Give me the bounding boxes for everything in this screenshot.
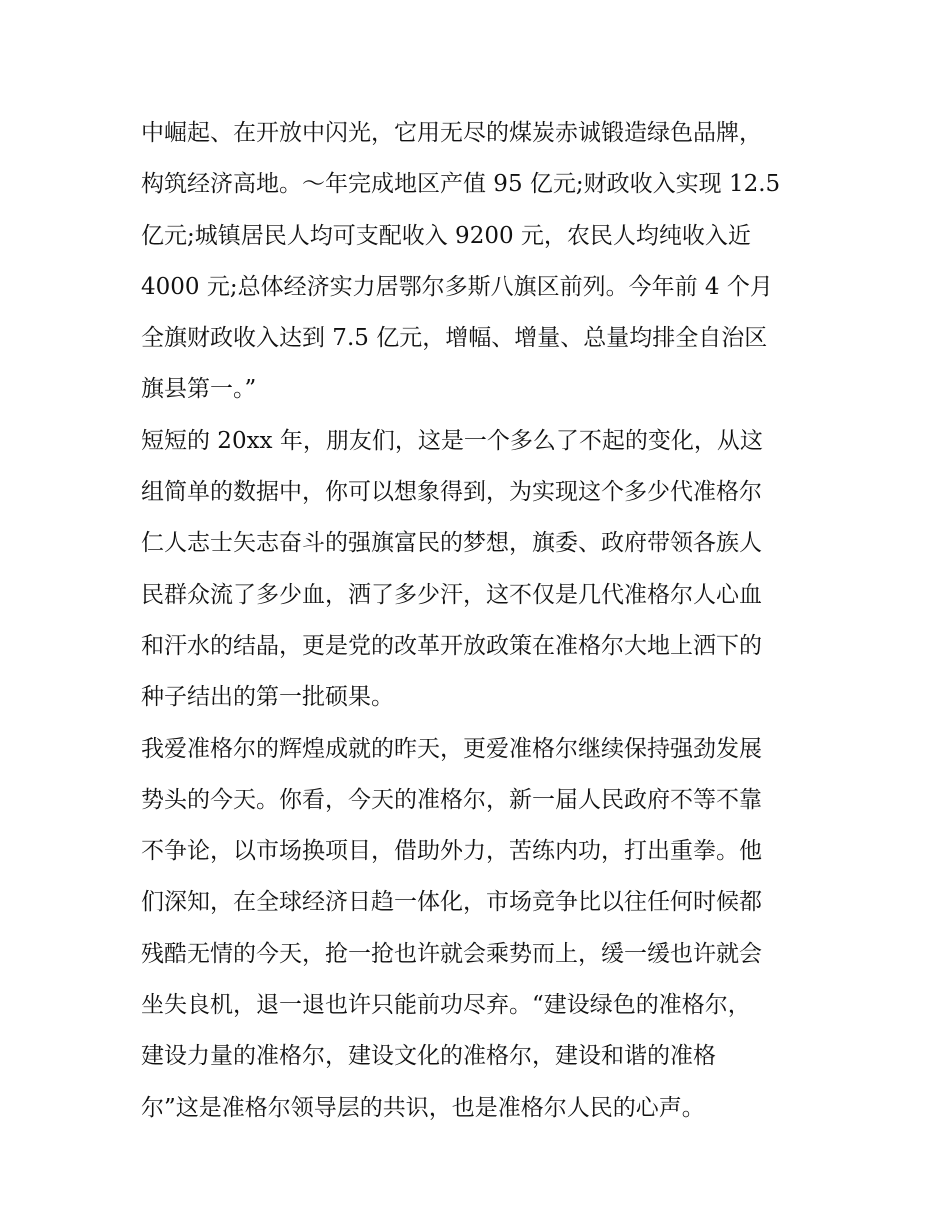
text-line: 4000 元;总体经济实力居鄂尔多斯八旗区前列。今年前 4 个月	[141, 273, 773, 300]
text-line: 仁人志士矢志奋斗的强旗富民的梦想，旗委、政府带领各族人	[141, 530, 762, 557]
text-line: 民群众流了多少血，洒了多少汗，这不仅是几代准格尔人心血	[141, 581, 762, 608]
text-line: 不争论，以市场换项目，借助外力，苦练内功，打出重拳。他	[141, 838, 762, 865]
text-line: 构筑经济高地。～年完成地区产值 95 亿元;财政收入实现 12.5	[141, 171, 781, 198]
text-line: 们深知，在全球经济日趋一体化，市场竞争比以往任何时候都	[141, 889, 762, 916]
text-line: 全旗财政收入达到 7.5 亿元，增幅、增量、总量均排全自治区	[141, 325, 768, 352]
text-line: 残酷无情的今天，抢一抢也许就会乘势而上，缓一缓也许就会	[141, 940, 762, 967]
text-line: 我爱准格尔的辉煌成就的昨天，更爱准格尔继续保持强劲发展	[141, 735, 762, 762]
text-line: 组简单的数据中，你可以想象得到，为实现这个多少代准格尔	[141, 479, 762, 506]
text-line: 尔”这是准格尔领导层的共识，也是准格尔人民的心声。	[141, 1094, 705, 1121]
text-line: 和汗水的结晶，更是党的改革开放政策在准格尔大地上洒下的	[141, 632, 762, 659]
text-line: 亿元;城镇居民人均可支配收入 9200 元，农民人均纯收入近	[141, 222, 751, 249]
text-line: 建设力量的准格尔，建设文化的准格尔，建设和谐的准格	[141, 1043, 716, 1070]
body-text	[141, 108, 821, 1134]
text-line: 中崛起、在开放中闪光，它用无尽的煤炭赤诚锻造绿色品牌，	[141, 120, 762, 146]
text-line: 坐失良机，退一退也许只能前功尽弃。“建设绿色的准格尔，	[141, 992, 751, 1019]
text-line: 旗县第一。”	[141, 376, 257, 403]
text-line: 短短的 20xx 年，朋友们，这是一个多么了不起的变化，从这	[141, 427, 763, 454]
text-line: 势头的今天。你看，今天的准格尔，新一届人民政府不等不靠	[141, 786, 762, 813]
text-line: 种子结出的第一批硕果。	[141, 684, 394, 711]
